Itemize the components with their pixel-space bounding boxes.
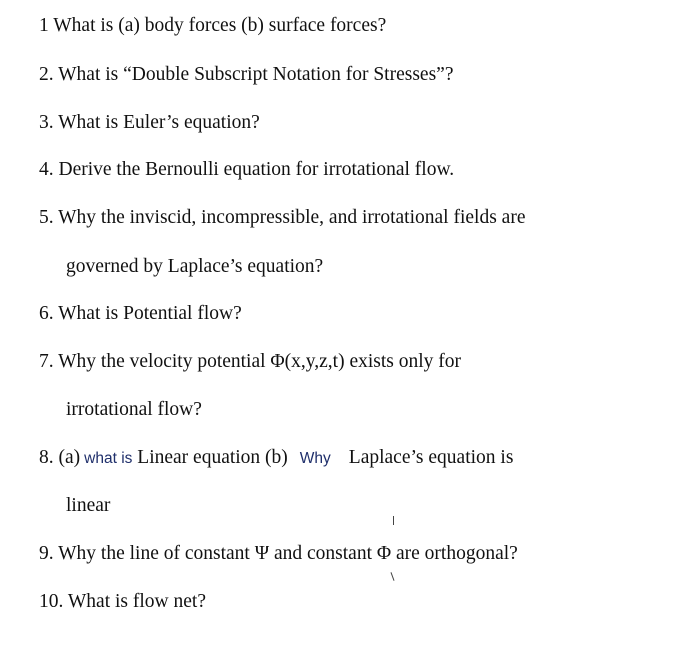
question-9-part-2: t Φ are orthogonal? <box>366 543 518 564</box>
question-9 <box>39 542 518 566</box>
question-8-line-1 <box>39 446 513 471</box>
question-5-line-1: 5. Why the inviscid, incompressible, and irrotational fields are <box>39 207 526 228</box>
stray-mark-top <box>393 516 394 525</box>
question-5-line-2: governed by Laplace’s equation? <box>66 256 324 277</box>
question-6: 6. What is Potential flow? <box>39 303 242 324</box>
question-8-why: Why <box>299 450 331 467</box>
question-2: 2. What is “Double Subscript Notation for Stresses”? <box>39 64 454 85</box>
question-8-line-2: linear <box>66 495 111 516</box>
question-8-laplace: Laplace’s equation is <box>348 447 514 468</box>
question-4: 4. Derive the Bernoulli equation for irrotational flow. <box>39 159 455 180</box>
stray-mark-bottom <box>390 572 394 581</box>
question-3: 3. What is Euler’s equation? <box>39 112 260 133</box>
question-1: 1 What is (a) body forces (b) surface forces? <box>39 15 387 36</box>
question-7-line-2: irrotational flow? <box>66 399 202 420</box>
question-7-line-1: 7. Why the velocity potential Φ(x,y,z,t) exists only for <box>39 351 462 372</box>
question-8-linear-equation: Linear equation (b) <box>137 447 288 468</box>
question-10: 10. What is flow net? <box>39 591 206 612</box>
question-8-prefix: 8. (a) <box>39 447 81 468</box>
question-8-what-is: what is <box>84 450 133 467</box>
question-9-part-1: 9. Why the line of constant Ψ and constan <box>39 543 367 564</box>
